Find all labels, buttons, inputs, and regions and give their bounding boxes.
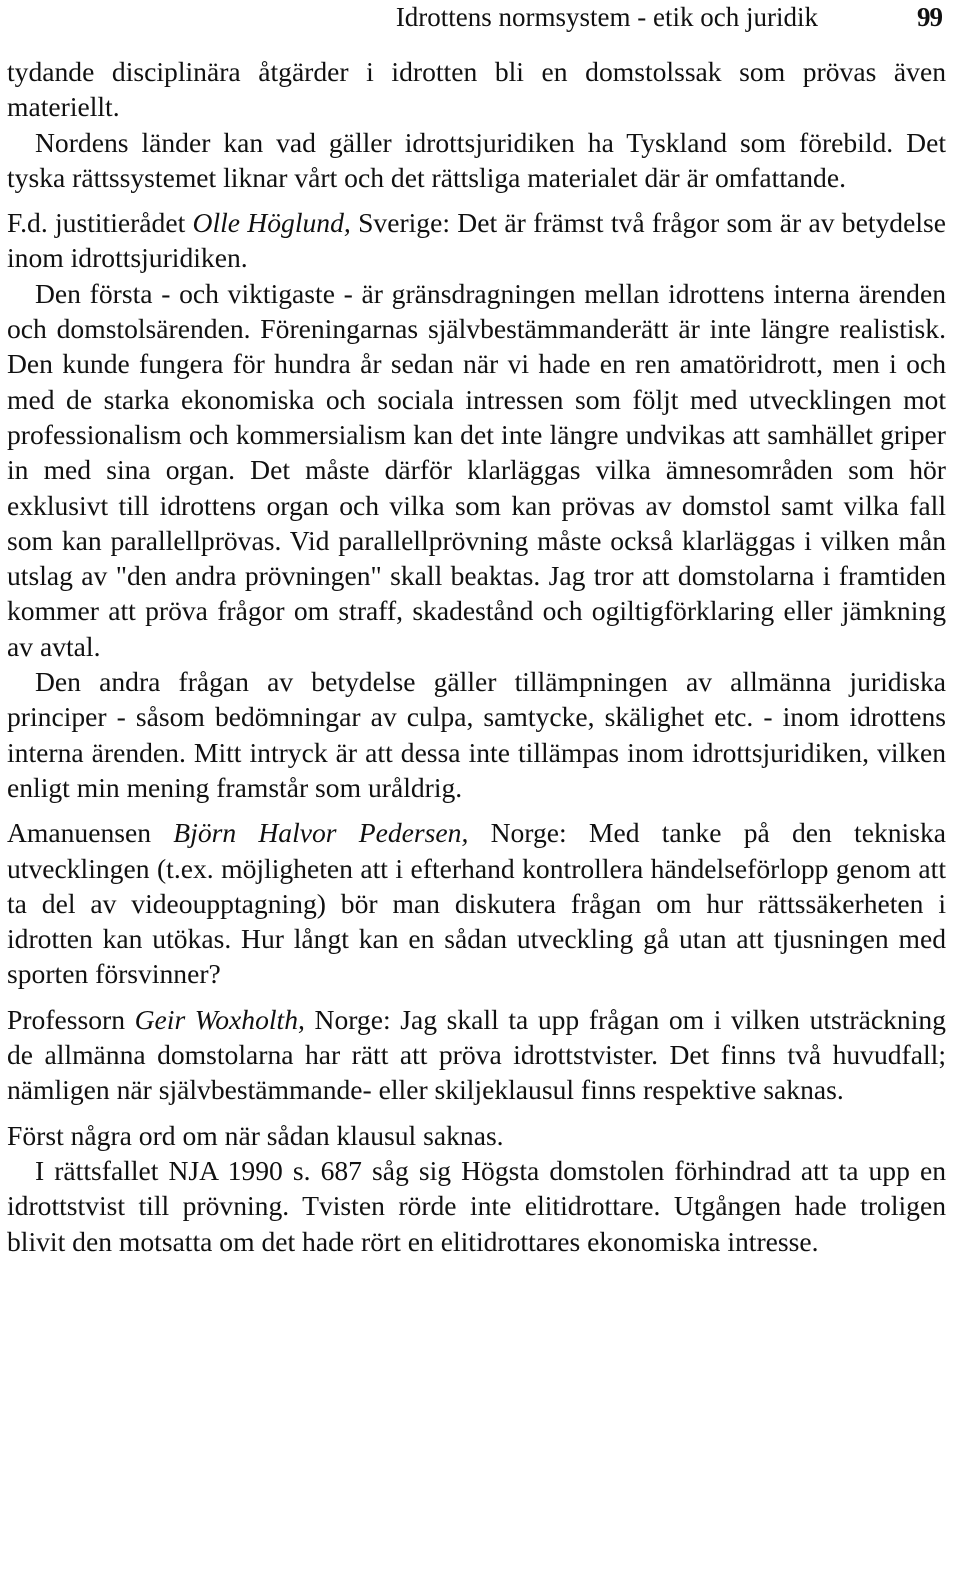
paragraph-woxholth: [7, 1002, 946, 1108]
paragraph-continuation: tydande disciplinära åtgärder i idrotten bli en domstolssak som prövas även materiellt.: [7, 56, 946, 123]
paragraph-hoglund-intro: [7, 205, 946, 276]
speaker-title: Professorn: [7, 1003, 135, 1035]
speaker-title: F.d. justitierådet: [7, 207, 193, 239]
speaker-statement: Norge: Jag skall ta upp frågan om i vilken utsträckning de allmänna domstolarna har rätt att pröva idrottstvister. Det finns två huvudfall; nämligen när självbestämmande- eller skiljeklausul finns respektive saknas.: [7, 1003, 946, 1106]
paragraph-first-question: Den första - och viktigaste - är gränsdragningen mellan idrottens interna ärenden och domstolsärenden. Föreningarnas självbestämmanderätt är inte längre realistisk. Den kunde fungera för hundra år sedan när vi hade en ren amatöridrott, men i och med de starka ekonomiska och sociala intressen som följt med utvecklingen mot professionalism och kommersialism kan det inte längre undvikas att samhället griper in med sina organ. Det måste därför klarläggas vilka ämnesområden som hör exklusivt till idrottens organ och vilka som kan prövas av domstol samt vilka fall som kan parallellprövas. Vid parallellprövning måste också klarläggas i vilken mån utslag av "den andra prövningen" skall beaktas. Jag tror att domstolarna i framtiden kommer att pröva frågor om straff, skadestånd och ogiltigförklaring eller jämkning av avtal.: [7, 277, 946, 662]
running-title: Idrottens normsystem - etik och juridik: [395, 2, 818, 32]
document-body: [7, 54, 946, 1259]
page-header: [7, 0, 946, 54]
speaker-name: Björn Halvor Pedersen,: [173, 817, 469, 849]
speaker-name: Geir Woxholth,: [134, 1003, 305, 1035]
speaker-title: Amanuensen: [7, 817, 174, 849]
paragraph-pedersen: [7, 815, 946, 991]
paragraph-nordic-countries: Nordens länder kan vad gäller idrottsjuridiken ha Tyskland som förebild. Det tyska rättssystemet liknar vårt och det rättsliga materialet där är omfattande.: [7, 126, 946, 193]
page-number: 99: [917, 2, 942, 32]
paragraph-nja-case: I rättsfallet NJA 1990 s. 687 såg sig Högsta domstolen förhindrad att ta upp en idrottstvist till prövning. Tvisten rörde inte elitidrottare. Utgången hade troligen blivit den motsatta om det hade rört en elitidrottares ekonomiska intresse.: [7, 1154, 946, 1257]
paragraph-second-question: Den andra frågan av betydelse gäller tillämpningen av allmänna juridiska principer - såsom bedömningar av culpa, samtycke, skälighet etc. - inom idrottens interna ärenden. Mitt intryck är att dessa inte tillämpas inom idrottsjuridiken, vilken enligt min mening framstår som uråldrig.: [7, 666, 946, 803]
paragraph-clause-missing: Först några ord om när sådan klausul saknas.: [7, 1119, 504, 1151]
speaker-name: Olle Höglund,: [192, 207, 351, 239]
speaker-statement: Sverige: Det är främst två frågor som är av betydelse inom idrottsjuridiken.: [7, 207, 947, 274]
speaker-statement: Norge: Med tanke på den tekniska utvecklingen (t.ex. möjligheten att i efterhand kontrollera händelseförlopp genom att ta del av videoupptagning) bör man diskutera frågan om hur rättssäkerheten i idrotten kan utökas. Hur långt kan en sådan utveckling gå utan att tjusningen med sporten försvinner?: [7, 817, 946, 990]
